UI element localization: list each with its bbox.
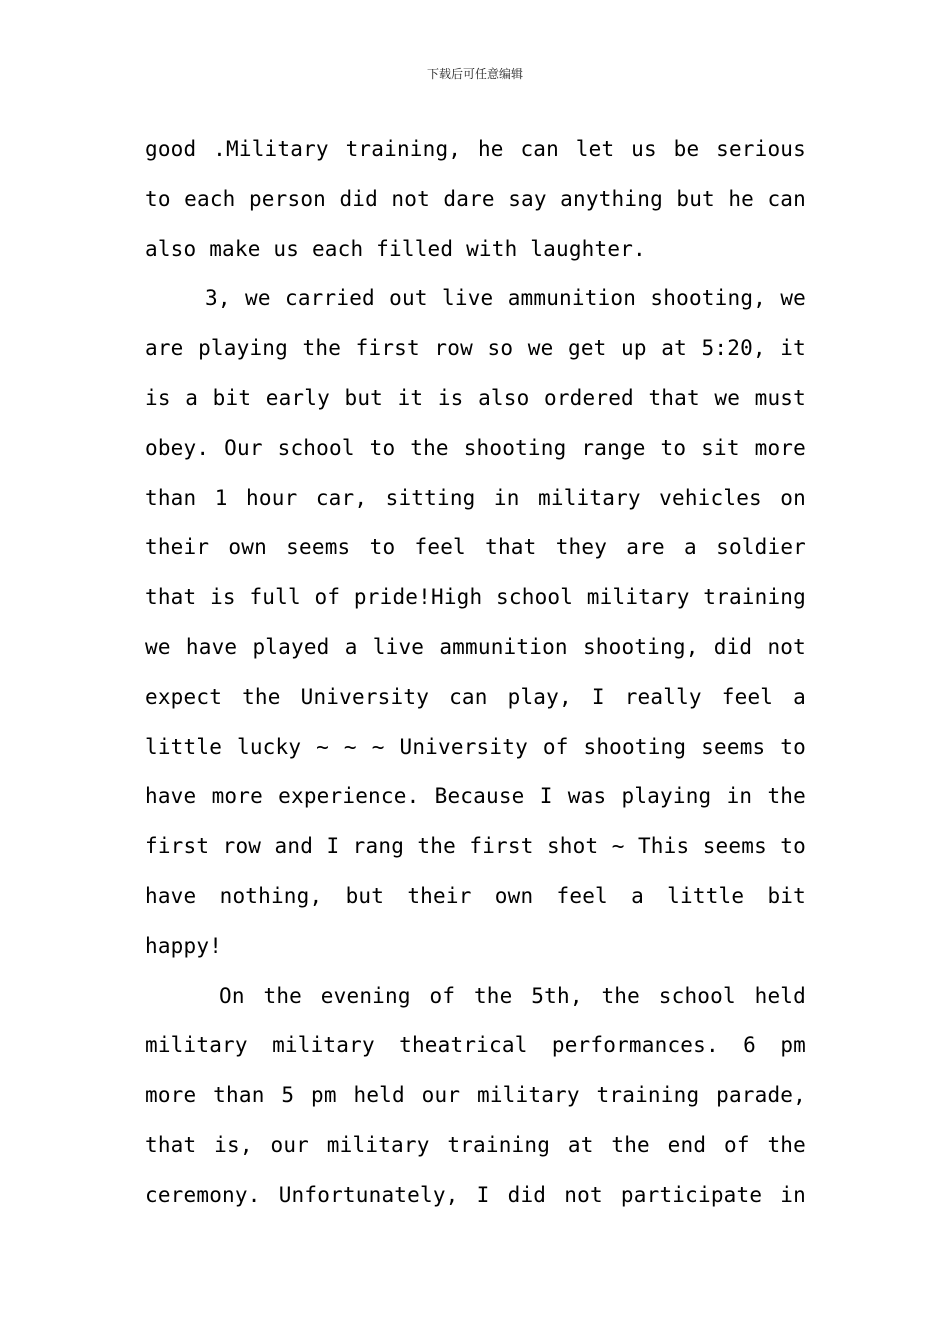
text-line: military military theatrical performances. 6 pm xyxy=(145,1033,806,1058)
text-line: have nothing, but their own feel a little bit xyxy=(145,883,806,908)
text-line: have more experience. Because I was playing in the xyxy=(145,784,806,809)
text-line: their own seems to feel that they are a soldier xyxy=(145,535,806,560)
text-line: little lucky ~ ~ ~ University of shooting seems to xyxy=(145,734,806,759)
text-line: ceremony. Unfortunately, I did not participate in xyxy=(145,1182,806,1207)
text-line: first row and I rang the first shot ~ This seems to xyxy=(145,834,806,859)
text-line: good .Military training, he can let us be serious xyxy=(145,137,806,161)
text-line: are playing the first row so we get up at 5:20, it xyxy=(145,336,806,361)
text-line: that is full of pride!High school military training xyxy=(145,585,806,610)
text-line: we have played a live ammunition shooting, did not xyxy=(145,634,806,659)
text-line: that is, our military training at the end of the xyxy=(145,1132,806,1157)
page-header: 下载后可任意编辑 xyxy=(426,67,523,81)
text-line: is a bit early but it is also ordered that we must xyxy=(145,385,806,410)
text-line: expect the University can play, I really feel a xyxy=(145,684,806,709)
paragraph-start-line: On the evening of the 5th, the school held xyxy=(219,983,806,1008)
text-line: also make us each filled with laughter. xyxy=(145,236,646,261)
text-line: than 1 hour car, sitting in military vehicles on xyxy=(145,485,806,510)
document-body xyxy=(145,125,806,1221)
text-line: more than 5 pm held our military training parade, xyxy=(145,1083,806,1108)
paragraph-start-line: 3, we carried out live ammunition shooting, we xyxy=(205,286,806,311)
text-line: happy! xyxy=(145,933,223,958)
text-line: to each person did not dare say anything but he can xyxy=(145,186,806,211)
text-line: obey. Our school to the shooting range to sit more xyxy=(145,435,806,460)
